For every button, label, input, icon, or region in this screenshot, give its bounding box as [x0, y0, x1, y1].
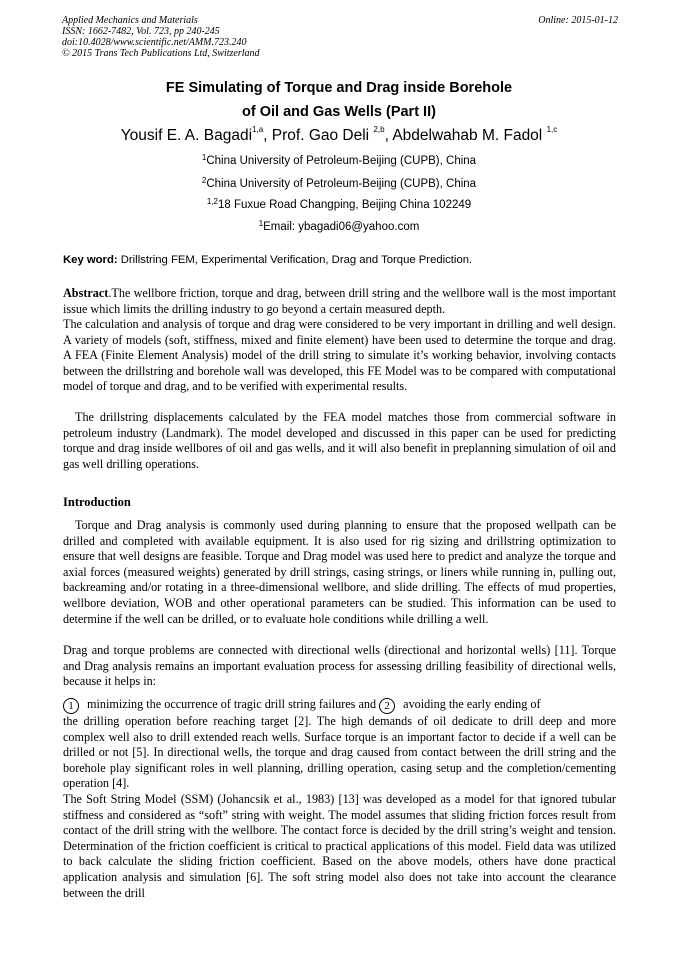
journal-name: Applied Mechanics and Materials [62, 15, 198, 26]
author-name: Yousif E. A. Bagadi [120, 127, 253, 144]
author-affiliation-mark: 1,c [546, 125, 558, 134]
paper-title-line-2: of Oil and Gas Wells (Part II) [242, 104, 436, 120]
author-name: Prof. Gao Deli [271, 127, 374, 144]
abstract-paragraph-1: Abstract.The wellbore friction, torque and drag, between drill string and the wellbore wall is the most important issue which limits the drilling industry to go beyond a certain measured depth. [63, 286, 616, 316]
circled-number-1: 1 [63, 698, 79, 714]
journal-doi: doi:10.4028/www.scientific.net/AMM.723.240 [62, 37, 247, 48]
keywords [63, 254, 472, 266]
online-date: Online: 2015-01-12 [538, 15, 618, 26]
keywords-label: Key word: [63, 254, 118, 266]
intro-list-line [63, 697, 616, 714]
author-list [0, 127, 678, 145]
author-separator: , [384, 127, 393, 144]
affiliation-address: $^{1,2}$18 Fuxue Road Changping, Beijing China 102249 [206, 197, 472, 211]
paper-title-line-1: FE Simulating of Torque and Drag inside Borehole [165, 80, 513, 96]
journal-issn: ISSN: 1662-7482, Vol. 723, pp 240-245 [62, 26, 220, 37]
author-name: Abdelwahab M. Fadol [392, 127, 547, 144]
intro-paragraph-4: The Soft String Model (SSM) (Johancsik et al., 1983) [13] was developed as a model for that ignored tubular stiffness and considered as “soft” string with weight. The model assumes that sliding friction forces result from contact of the drill string with the wellbore. The contact force is decided by the drill string’s weight and tension. Determination of the friction coefficient is critical to practical applications of this model. Field data was utilized to back calculate the sliding friction coefficient. Based on the above models, others have done practical application analysis and simulation [6]. The soft string model also does not take into account the clearance between the drill [63, 792, 616, 900]
list-item-1: minimizing the occurrence of tragic drill string failures and [84, 697, 380, 711]
author-affiliation-mark: 2,b [373, 125, 385, 134]
list-item-2: avoiding the early ending of [400, 697, 541, 711]
intro-paragraph-2: Drag and torque problems are connected with directional wells (directional and horizontal wells) [11]. Torque and Drag analysis remains an important evaluation process for assessing drilling feasibility of directional wells, because it helps in: [63, 643, 616, 689]
journal-header [62, 15, 618, 59]
section-heading-introduction: Introduction [63, 495, 131, 509]
affiliation: $^2$China University of Petroleum-Beijing (CUPB), China [201, 176, 477, 190]
abstract-paragraph-2: The calculation and analysis of torque and drag were considered to be very important in drilling and well design. A variety of models (soft, stiffness, mixed and finite element) have been used to determine the torque and drag. A FEA (Finite Element Analysis) model of the drill string to simulate it’s working behavior, involving contacts between the drillstring and borehole wall was developed, this FE Model was to be compared with computational model of torque and drag, and to be verified with experimental results. [63, 317, 616, 394]
author-separator: , [263, 127, 272, 144]
affiliation: $^1$China University of Petroleum-Beijing (CUPB), China [201, 153, 477, 167]
author-affiliation-mark: 1,a [252, 125, 264, 134]
circled-number-2: 2 [379, 698, 395, 714]
abstract-paragraph-3: The drillstring displacements calculated by the FEA model matches those from commercial software in petroleum industry (Landmark). The model developed and discussed in this paper can be used for predicting torque and drag inside wellbores of oil and gas wells, and it will also benefit in preplanning simulation of oil and gas well drilling operations. [63, 410, 616, 471]
author-email: $^1$Email: ybagadi06@yahoo.com [258, 219, 420, 233]
abstract-label: Abstract [63, 286, 109, 300]
keywords-text: Drillstring FEM, Experimental Verification, Drag and Torque Prediction. [117, 254, 473, 266]
intro-paragraph-1: Torque and Drag analysis is commonly used during planning to ensure that the proposed wellpath can be drilled and completed with available equipment. It is also used for rig sizing and drillstring optimization to ensure that well designs are feasible. Torque and Drag model was used here to predict and analyze the torque and axial forces (measured weights) generated by drill strings, casing strings, or liners while running in, pulling out, backreaming and/or rotating in a three-dimensional wellbore, and slide drilling. The effects of mud properties, wellbore deviation, WOB and other operational parameters can be studied. This information can be used to determine if the well can be drilled, or to evaluate hole conditions while drilling a well. [63, 518, 616, 626]
intro-paragraph-3: the drilling operation before reaching target [2]. The high demands of oil dedicate to drill deep and more complex well also to drill extended reach wells. Surface torque is an important factor to decide if a well can be drilled or not [5]. In directional wells, the torque and drag caused from contact between the drill string and the borehole play significant roles in well planning, drilling operation, casing setup and the completion/cementing operation [4]. [63, 714, 616, 791]
journal-copyright: © 2015 Trans Tech Publications Ltd, Switzerland [62, 48, 260, 59]
